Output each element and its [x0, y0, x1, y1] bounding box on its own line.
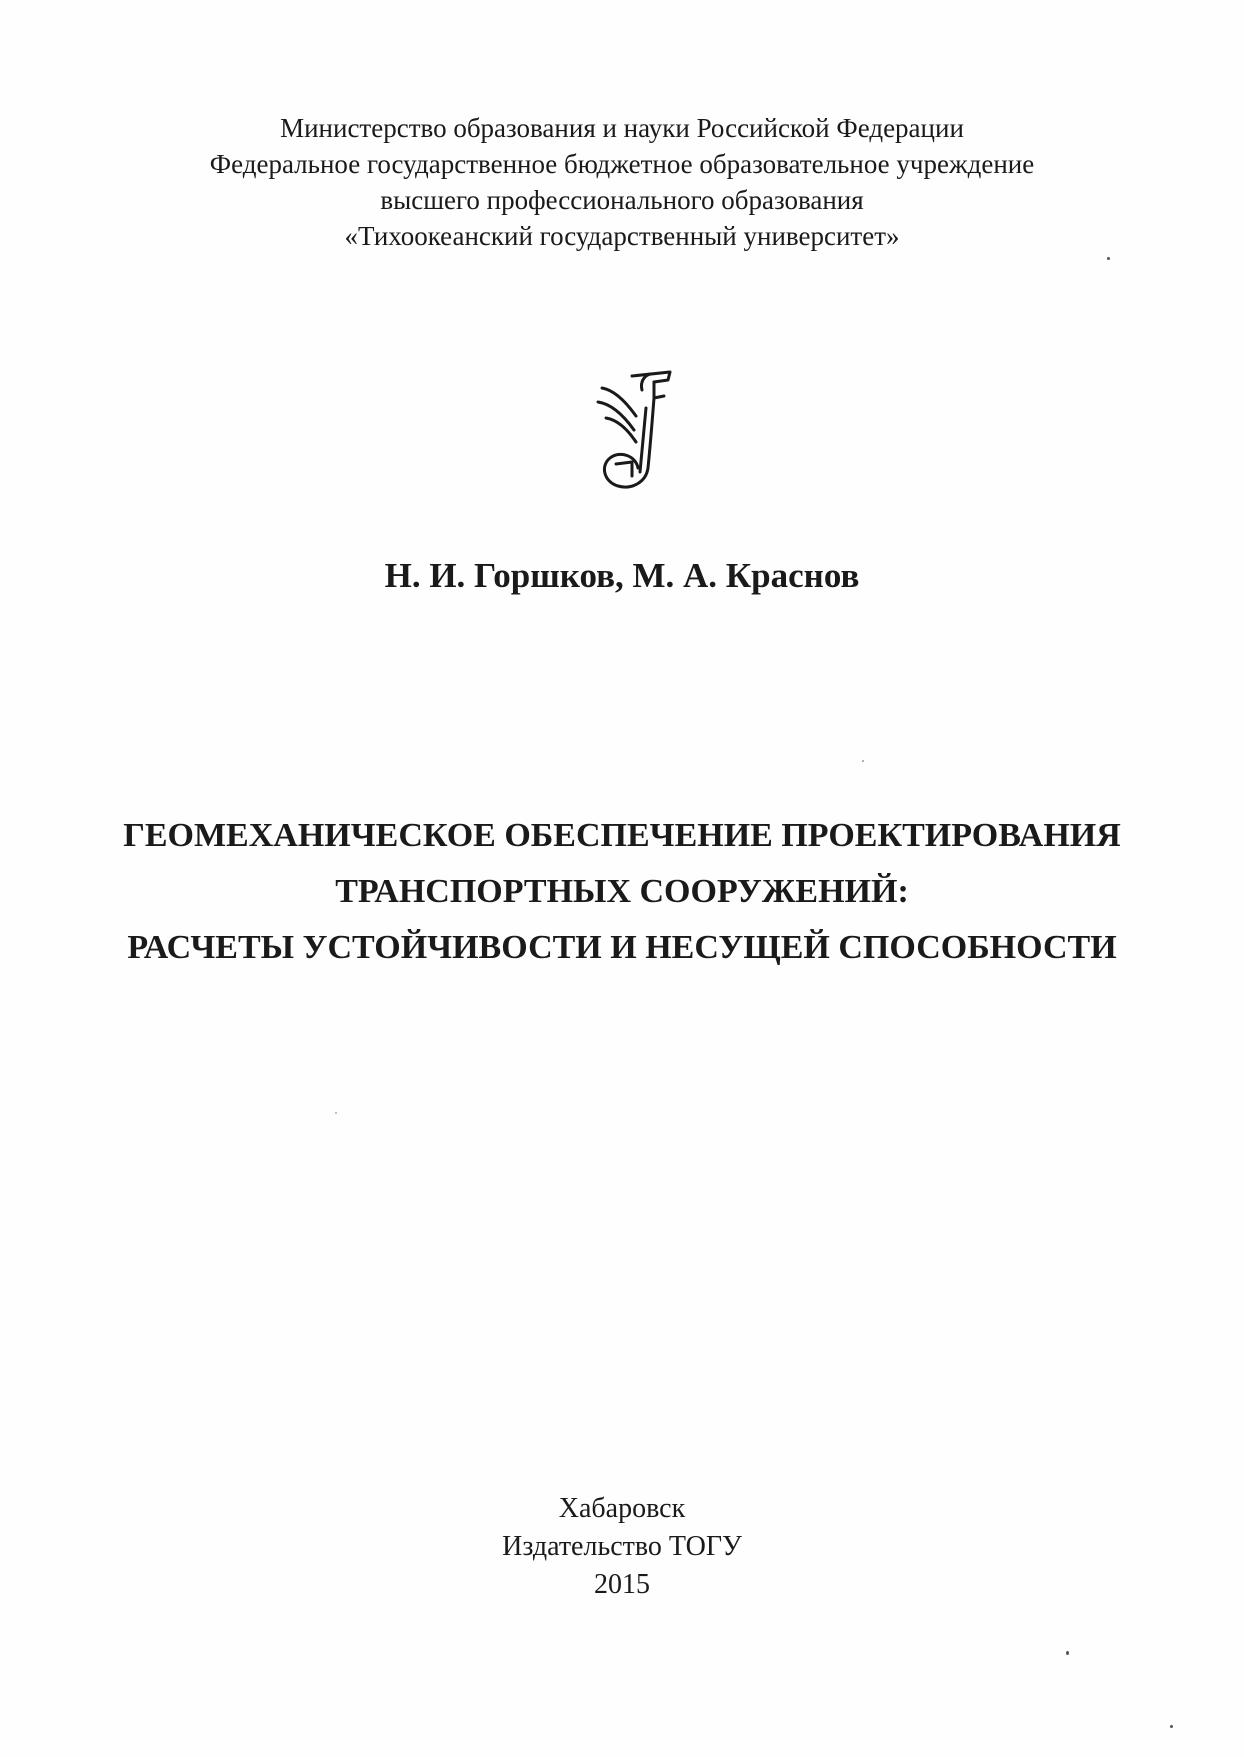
authors: Н. И. Горшков, М. А. Краснов: [384, 556, 860, 595]
university-monogram-icon: [592, 368, 678, 494]
scan-speck: [335, 1112, 337, 1114]
title-line-1: ГЕОМЕХАНИЧЕСКОЕ ОБЕСПЕЧЕНИЕ ПРОЕКТИРОВАНИЯ: [123, 817, 1121, 854]
scan-speck: [862, 760, 864, 762]
header-line-university-name: «Тихоокеанский государственный университет»: [344, 221, 900, 251]
header-line-ministry: Министерство образования и науки Российской Федерации: [280, 113, 964, 143]
book-title: [0, 808, 1244, 976]
header-line-education-level: высшего профессионального образования: [380, 185, 864, 215]
scan-speck: [1107, 257, 1110, 260]
institution-header: [0, 110, 1244, 254]
imprint-year: 2015: [594, 1569, 650, 1600]
scan-speck: [1066, 1651, 1069, 1655]
scan-speck: [1170, 1725, 1173, 1728]
imprint-city: Хабаровск: [558, 1493, 686, 1524]
imprint-publisher: Издательство ТОГУ: [502, 1531, 742, 1562]
header-line-institution-type: Федеральное государственное бюджетное образовательное учреждение: [209, 149, 1035, 179]
imprint: [0, 1490, 1244, 1604]
title-line-3: РАСЧЕТЫ УСТОЙЧИВОСТИ И НЕСУЩЕЙ СПОСОБНОСТИ: [127, 929, 1117, 966]
title-line-2: ТРАНСПОРТНЫХ СООРУЖЕНИЙ:: [335, 873, 909, 910]
